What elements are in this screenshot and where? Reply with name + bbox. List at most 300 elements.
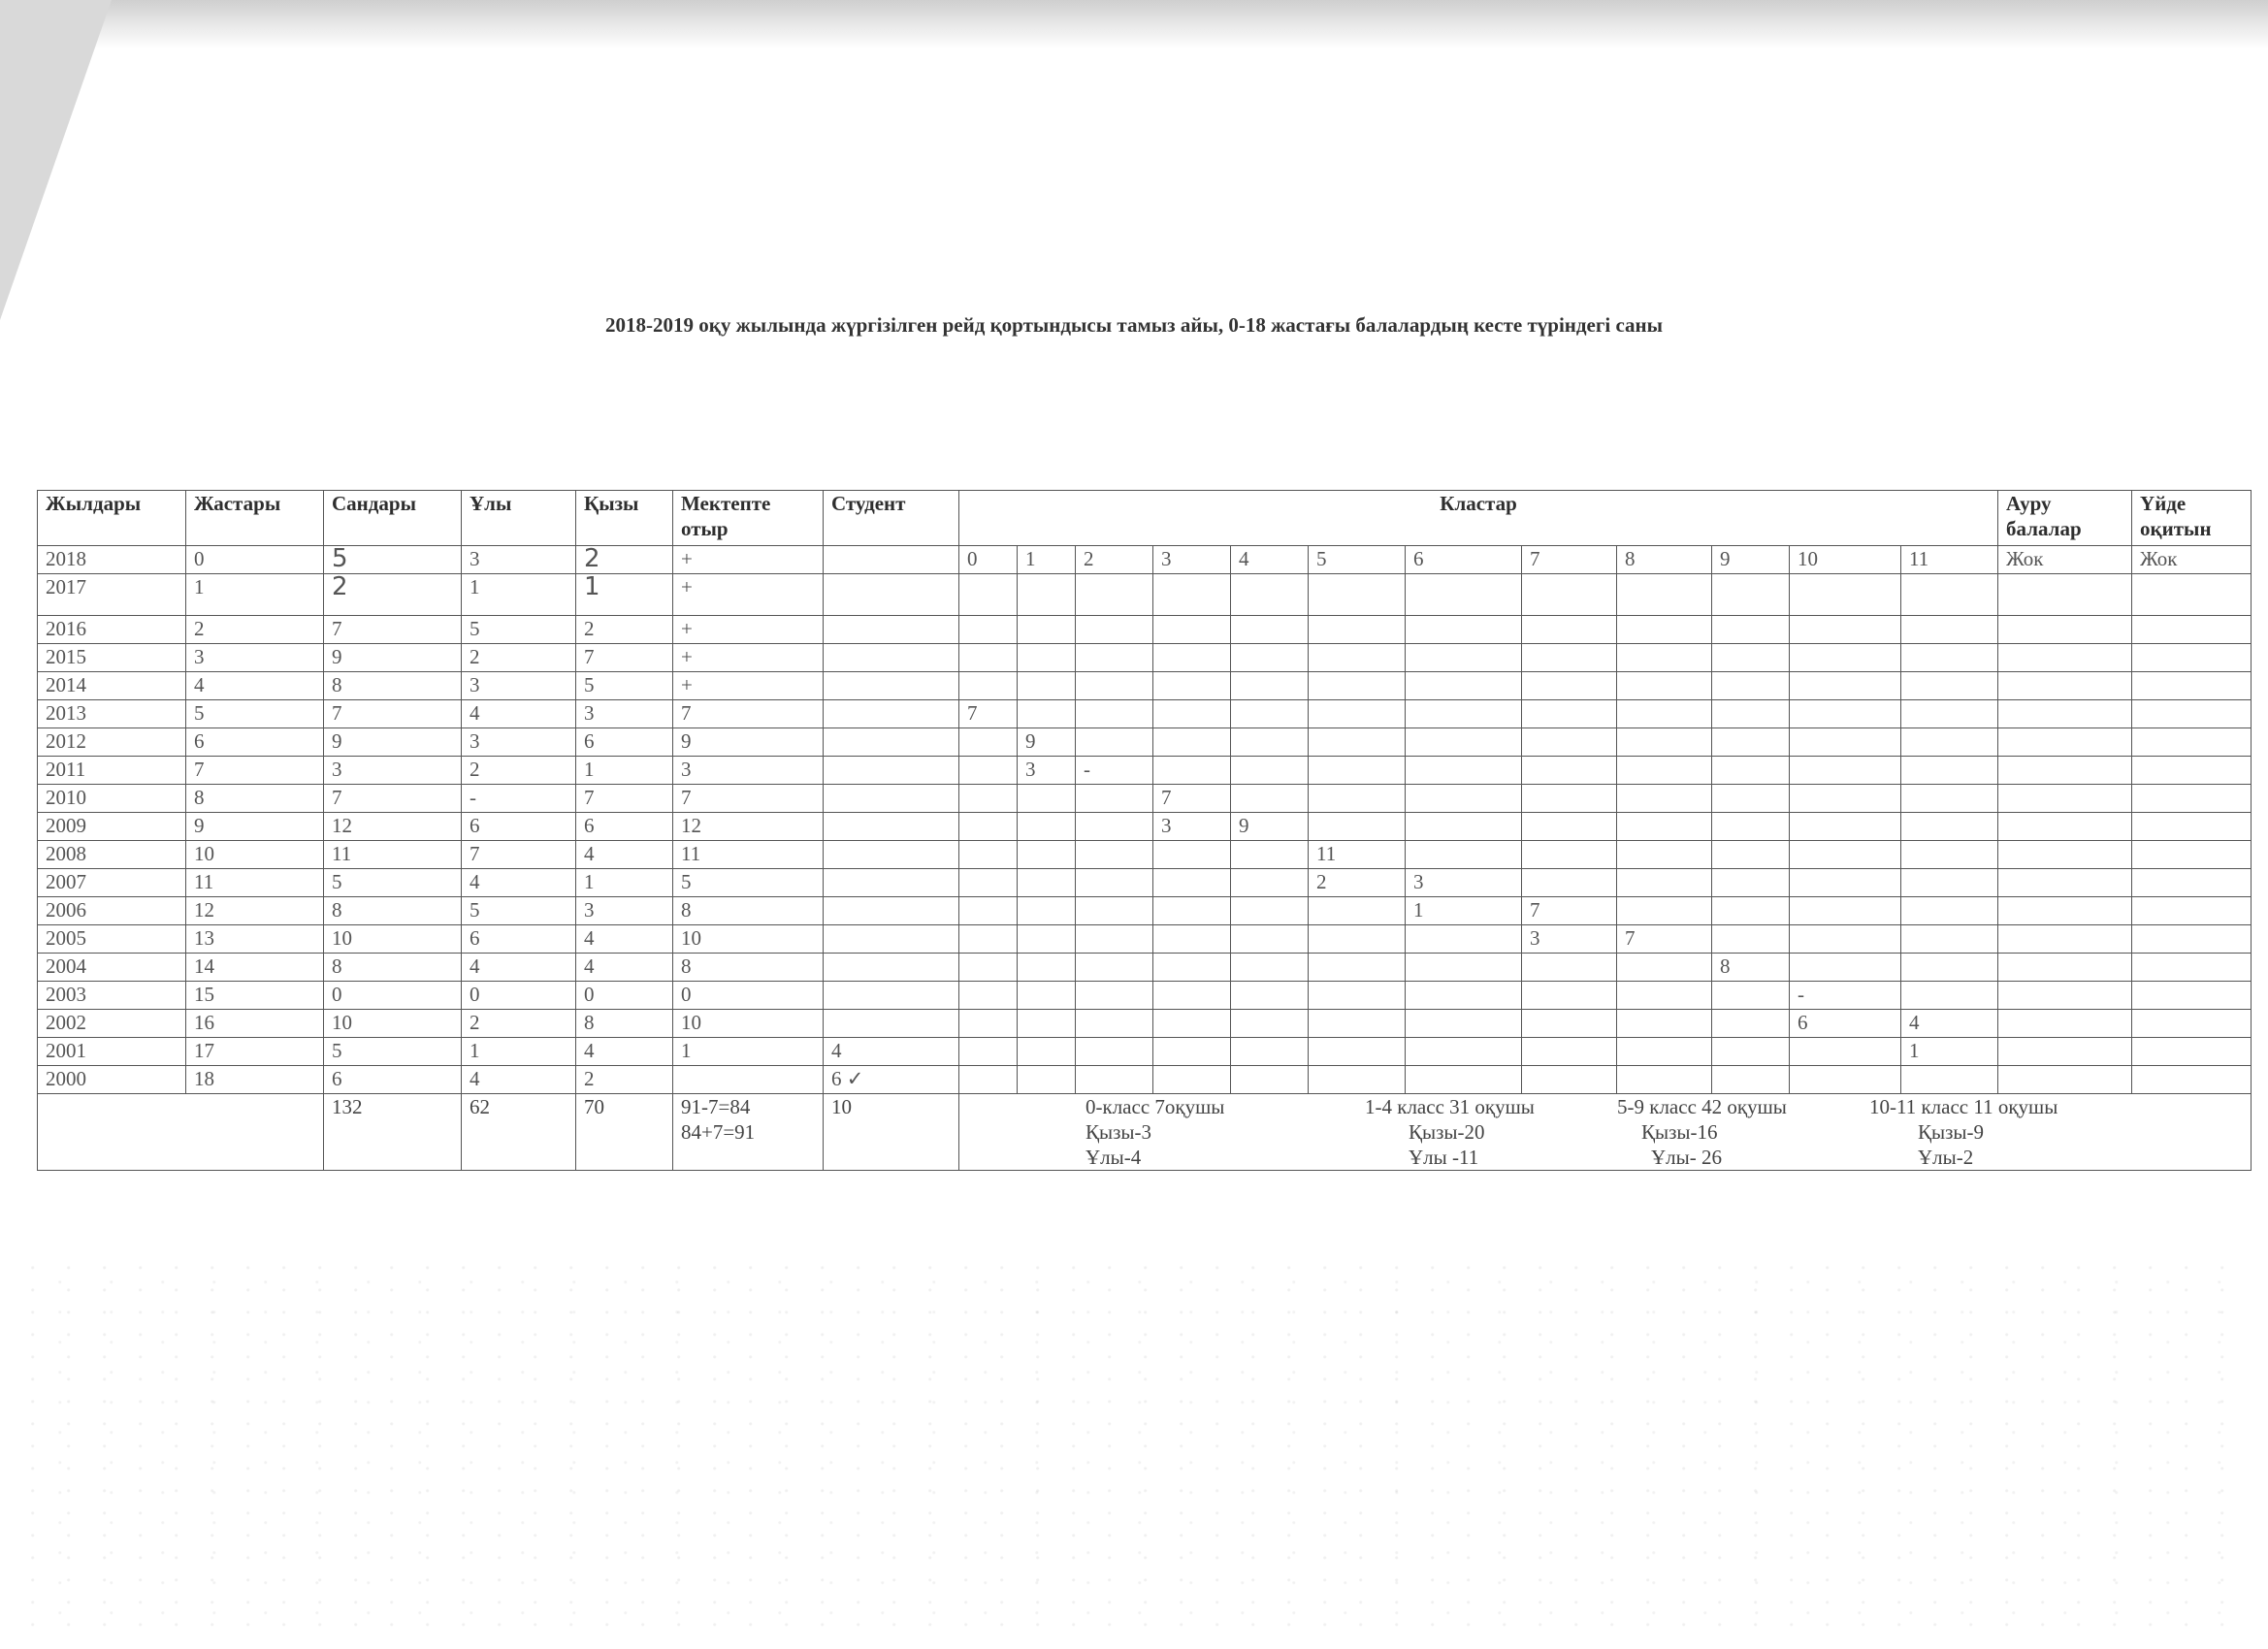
cell-age: 4 [186, 672, 324, 700]
cell-home [2132, 1010, 2252, 1038]
cell-class-11 [1901, 644, 1998, 672]
cell-home: Жок [2132, 546, 2252, 574]
table-row [38, 982, 2252, 1010]
cell-age: 12 [186, 897, 324, 925]
cell-age: 18 [186, 1066, 324, 1094]
table-row [38, 546, 2252, 574]
class-number-8: 8 [1617, 546, 1712, 574]
cell-age: 3 [186, 644, 324, 672]
scan-noise [29, 1261, 2241, 1630]
cell-home [2132, 982, 2252, 1010]
cell-class-4 [1231, 841, 1309, 869]
cell-girls: 4 [576, 925, 673, 954]
cell-home [2132, 644, 2252, 672]
cell-class-6 [1406, 785, 1522, 813]
cell-class-2 [1076, 982, 1153, 1010]
cell-class-2 [1076, 813, 1153, 841]
cell-class-8 [1617, 785, 1712, 813]
cell-class-3 [1153, 1066, 1231, 1094]
cell-home [2132, 574, 2252, 616]
total-school-line1: 91-7=84 [681, 1095, 751, 1118]
cell-class-3 [1153, 1038, 1231, 1066]
cell-class-1: 9 [1018, 728, 1076, 757]
cell-class-9 [1712, 672, 1790, 700]
cell-count: 8 [324, 897, 462, 925]
cell-student [824, 546, 959, 574]
cell-class-10 [1790, 954, 1901, 982]
cell-class-2 [1076, 841, 1153, 869]
cell-boys: 2 [462, 644, 576, 672]
total-boys: 62 [462, 1094, 576, 1171]
cell-age: 6 [186, 728, 324, 757]
cell-girls: 0 [576, 982, 673, 1010]
cell-class-6 [1406, 1038, 1522, 1066]
cell-girls: 4 [576, 954, 673, 982]
cell-student [824, 574, 959, 616]
cell-in-school: 5 [673, 869, 824, 897]
cell-class-8 [1617, 897, 1712, 925]
cell-age: 14 [186, 954, 324, 982]
table-row [38, 616, 2252, 644]
cell-class-0 [959, 757, 1018, 785]
cell-class-4 [1231, 644, 1309, 672]
cell-home [2132, 672, 2252, 700]
cell-class-11: 4 [1901, 1010, 1998, 1038]
cell-class-10 [1790, 757, 1901, 785]
cell-sick [1998, 813, 2132, 841]
cell-class-6 [1406, 925, 1522, 954]
cell-class-10 [1790, 1066, 1901, 1094]
cell-class-11 [1901, 700, 1998, 728]
cell-class-5 [1309, 757, 1406, 785]
cell-sick [1998, 869, 2132, 897]
cell-class-4 [1231, 897, 1309, 925]
cell-year: 2000 [38, 1066, 186, 1094]
cell-in-school [673, 1066, 824, 1094]
total-girls: 70 [576, 1094, 673, 1171]
cell-year: 2005 [38, 925, 186, 954]
cell-class-3 [1153, 672, 1231, 700]
cell-class-6 [1406, 1010, 1522, 1038]
table-row [38, 728, 2252, 757]
cell-class-9 [1712, 1066, 1790, 1094]
cell-class-11 [1901, 897, 1998, 925]
header-boys: Ұлы [462, 491, 576, 546]
cell-girls: 8 [576, 1010, 673, 1038]
summary-g2-girls: Қызы-16 [1641, 1120, 1718, 1144]
cell-class-0 [959, 869, 1018, 897]
cell-in-school: 8 [673, 897, 824, 925]
cell-class-5 [1309, 1010, 1406, 1038]
cell-class-6 [1406, 728, 1522, 757]
cell-home [2132, 757, 2252, 785]
cell-girls: 2 [576, 616, 673, 644]
cell-girls: 4 [576, 1038, 673, 1066]
cell-class-10 [1790, 925, 1901, 954]
cell-count: 6 [324, 1066, 462, 1094]
cell-in-school: 10 [673, 1010, 824, 1038]
cell-class-3 [1153, 869, 1231, 897]
cell-boys: 4 [462, 954, 576, 982]
cell-girls: 2 [576, 1066, 673, 1094]
cell-boys: 1 [462, 1038, 576, 1066]
summary-g1-title: 1-4 класс 31 оқушы [1365, 1095, 1535, 1118]
summary-g0-title: 0-класс 7оқушы [1085, 1095, 1225, 1118]
cell-student [824, 841, 959, 869]
cell-class-1 [1018, 925, 1076, 954]
cell-boys: 5 [462, 897, 576, 925]
cell-class-9 [1712, 757, 1790, 785]
table-row [38, 1010, 2252, 1038]
cell-year: 2003 [38, 982, 186, 1010]
cell-girls: 7 [576, 644, 673, 672]
total-count: 132 [324, 1094, 462, 1171]
cell-class-6 [1406, 672, 1522, 700]
cell-home [2132, 925, 2252, 954]
cell-class-4 [1231, 1038, 1309, 1066]
class-number-9: 9 [1712, 546, 1790, 574]
cell-class-7 [1522, 1038, 1617, 1066]
cell-class-11 [1901, 982, 1998, 1010]
cell-sick [1998, 757, 2132, 785]
cell-student [824, 728, 959, 757]
cell-class-4 [1231, 785, 1309, 813]
table-row [38, 700, 2252, 728]
cell-class-8 [1617, 841, 1712, 869]
cell-count: 7 [324, 700, 462, 728]
cell-class-5 [1309, 897, 1406, 925]
cell-class-7 [1522, 700, 1617, 728]
cell-class-3 [1153, 897, 1231, 925]
cell-class-10 [1790, 785, 1901, 813]
cell-year: 2017 [38, 574, 186, 616]
cell-class-7 [1522, 813, 1617, 841]
cell-in-school: 8 [673, 954, 824, 982]
cell-sick: Жок [1998, 546, 2132, 574]
cell-class-10: - [1790, 982, 1901, 1010]
cell-sick [1998, 1066, 2132, 1094]
cell-class-6 [1406, 700, 1522, 728]
cell-boys: 3 [462, 546, 576, 574]
cell-class-3: 3 [1153, 813, 1231, 841]
cell-in-school: 1 [673, 1038, 824, 1066]
cell-class-1 [1018, 813, 1076, 841]
cell-girls: 5 [576, 672, 673, 700]
cell-class-2 [1076, 728, 1153, 757]
cell-home [2132, 954, 2252, 982]
cell-home [2132, 728, 2252, 757]
cell-boys: 0 [462, 982, 576, 1010]
cell-class-3 [1153, 841, 1231, 869]
cell-in-school: 3 [673, 757, 824, 785]
cell-class-0 [959, 644, 1018, 672]
cell-in-school: 9 [673, 728, 824, 757]
header-student: Студент [824, 491, 959, 546]
cell-class-8 [1617, 616, 1712, 644]
cell-year: 2015 [38, 644, 186, 672]
cell-class-3 [1153, 925, 1231, 954]
summary-g1-girls: Қызы-20 [1409, 1120, 1485, 1144]
cell-class-9 [1712, 574, 1790, 616]
cell-student [824, 644, 959, 672]
cell-class-11 [1901, 574, 1998, 616]
cell-count: 9 [324, 644, 462, 672]
cell-home [2132, 700, 2252, 728]
table-row [38, 785, 2252, 813]
cell-class-4 [1231, 616, 1309, 644]
cell-class-5: 2 [1309, 869, 1406, 897]
cell-class-4 [1231, 1010, 1309, 1038]
cell-class-3 [1153, 644, 1231, 672]
class-number-4: 4 [1231, 546, 1309, 574]
cell-class-5 [1309, 813, 1406, 841]
class-number-10: 10 [1790, 546, 1901, 574]
cell-class-8 [1617, 1010, 1712, 1038]
cell-class-6 [1406, 616, 1522, 644]
cell-class-2 [1076, 1066, 1153, 1094]
cell-class-2 [1076, 1010, 1153, 1038]
cell-count: 12 [324, 813, 462, 841]
cell-class-2 [1076, 644, 1153, 672]
cell-class-1 [1018, 954, 1076, 982]
cell-class-2 [1076, 954, 1153, 982]
cell-class-5 [1309, 672, 1406, 700]
cell-sick [1998, 700, 2132, 728]
cell-class-6: 3 [1406, 869, 1522, 897]
header-row [38, 491, 2252, 546]
cell-class-1 [1018, 644, 1076, 672]
header-in-school: Мектепте отыр [673, 491, 824, 546]
cell-class-1 [1018, 982, 1076, 1010]
cell-class-6 [1406, 1066, 1522, 1094]
cell-student [824, 616, 959, 644]
cell-class-4 [1231, 574, 1309, 616]
cell-class-5 [1309, 574, 1406, 616]
header-sick: Ауру балалар [1998, 491, 2132, 546]
cell-class-2 [1076, 672, 1153, 700]
cell-age: 9 [186, 813, 324, 841]
cell-class-10 [1790, 813, 1901, 841]
cell-sick [1998, 925, 2132, 954]
summary-g3-girls: Қызы-9 [1918, 1120, 1985, 1144]
cell-class-7: 3 [1522, 925, 1617, 954]
summary-g0-boys: Ұлы-4 [1085, 1146, 1142, 1169]
cell-class-9 [1712, 1038, 1790, 1066]
cell-sick [1998, 574, 2132, 616]
cell-student [824, 954, 959, 982]
cell-class-3 [1153, 982, 1231, 1010]
cell-class-8 [1617, 574, 1712, 616]
cell-sick [1998, 954, 2132, 982]
cell-sick [1998, 616, 2132, 644]
cell-count: 3 [324, 757, 462, 785]
header-count: Сандары [324, 491, 462, 546]
cell-class-6 [1406, 982, 1522, 1010]
cell-class-3: 7 [1153, 785, 1231, 813]
cell-class-0 [959, 728, 1018, 757]
cell-class-2 [1076, 616, 1153, 644]
class-number-0: 0 [959, 546, 1018, 574]
cell-class-0 [959, 925, 1018, 954]
cell-girls: 3 [576, 897, 673, 925]
class-number-3: 3 [1153, 546, 1231, 574]
cell-count: 7 [324, 616, 462, 644]
cell-in-school: + [673, 546, 824, 574]
cell-home [2132, 897, 2252, 925]
cell-student [824, 757, 959, 785]
table-row [38, 954, 2252, 982]
cell-class-1 [1018, 616, 1076, 644]
cell-class-4 [1231, 672, 1309, 700]
cell-class-3 [1153, 616, 1231, 644]
cell-class-0 [959, 841, 1018, 869]
header-ages: Жастары [186, 491, 324, 546]
document-title: 2018-2019 оқу жылында жүргізілген рейд қортындысы тамыз айы, 0-18 жастағы балалардың кесте түріндегі саны [604, 313, 1664, 337]
cell-class-11 [1901, 728, 1998, 757]
cell-class-2 [1076, 1038, 1153, 1066]
cell-class-7 [1522, 982, 1617, 1010]
cell-class-6 [1406, 644, 1522, 672]
cell-class-6: 1 [1406, 897, 1522, 925]
cell-student [824, 1010, 959, 1038]
cell-girls: 6 [576, 728, 673, 757]
cell-boys: 5 [462, 616, 576, 644]
cell-girls: 2 [576, 546, 673, 574]
cell-year: 2012 [38, 728, 186, 757]
cell-home [2132, 813, 2252, 841]
cell-count: 8 [324, 954, 462, 982]
cell-student [824, 785, 959, 813]
cell-class-0 [959, 785, 1018, 813]
cell-class-5 [1309, 644, 1406, 672]
cell-boys: 4 [462, 700, 576, 728]
cell-class-10: 6 [1790, 1010, 1901, 1038]
cell-class-6 [1406, 757, 1522, 785]
cell-class-0 [959, 982, 1018, 1010]
cell-class-6 [1406, 813, 1522, 841]
cell-student [824, 700, 959, 728]
cell-class-1 [1018, 574, 1076, 616]
cell-class-8 [1617, 954, 1712, 982]
cell-class-9 [1712, 813, 1790, 841]
cell-girls: 1 [576, 574, 673, 616]
cell-class-1 [1018, 672, 1076, 700]
cell-class-9: 8 [1712, 954, 1790, 982]
summary-g3-boys: Ұлы-2 [1918, 1146, 1974, 1169]
cell-year: 2007 [38, 869, 186, 897]
cell-class-8 [1617, 1038, 1712, 1066]
cell-class-8 [1617, 757, 1712, 785]
cell-girls: 4 [576, 841, 673, 869]
cell-age: 13 [186, 925, 324, 954]
cell-class-4 [1231, 728, 1309, 757]
cell-class-9 [1712, 1010, 1790, 1038]
cell-class-5 [1309, 616, 1406, 644]
cell-class-1 [1018, 700, 1076, 728]
cell-age: 16 [186, 1010, 324, 1038]
cell-class-8 [1617, 644, 1712, 672]
cell-class-10 [1790, 644, 1901, 672]
cell-class-2 [1076, 785, 1153, 813]
cell-class-7 [1522, 757, 1617, 785]
cell-class-8: 7 [1617, 925, 1712, 954]
cell-class-11 [1901, 954, 1998, 982]
cell-home [2132, 785, 2252, 813]
cell-class-0 [959, 616, 1018, 644]
cell-year: 2018 [38, 546, 186, 574]
cell-class-2 [1076, 700, 1153, 728]
cell-boys: 4 [462, 1066, 576, 1094]
cell-in-school: 7 [673, 785, 824, 813]
header-home: Үйде оқитын [2132, 491, 2252, 546]
cell-count: 0 [324, 982, 462, 1010]
cell-age: 5 [186, 700, 324, 728]
cell-class-8 [1617, 672, 1712, 700]
cell-class-10 [1790, 616, 1901, 644]
cell-class-9 [1712, 644, 1790, 672]
cell-class-0 [959, 1066, 1018, 1094]
cell-class-7 [1522, 644, 1617, 672]
cell-class-1 [1018, 1066, 1076, 1094]
cell-home [2132, 1066, 2252, 1094]
cell-class-7 [1522, 954, 1617, 982]
class-number-2: 2 [1076, 546, 1153, 574]
cell-class-2 [1076, 925, 1153, 954]
cell-class-8 [1617, 728, 1712, 757]
cell-age: 17 [186, 1038, 324, 1066]
cell-class-1 [1018, 869, 1076, 897]
cell-age: 7 [186, 757, 324, 785]
cell-class-5 [1309, 1038, 1406, 1066]
page-fold [0, 0, 112, 320]
cell-class-2 [1076, 869, 1153, 897]
cell-class-10 [1790, 700, 1901, 728]
cell-class-3 [1153, 728, 1231, 757]
cell-class-9 [1712, 841, 1790, 869]
cell-boys: 3 [462, 728, 576, 757]
cell-age: 10 [186, 841, 324, 869]
totals-empty [38, 1094, 324, 1171]
cell-class-9 [1712, 785, 1790, 813]
cell-class-4 [1231, 757, 1309, 785]
cell-count: 5 [324, 546, 462, 574]
cell-class-5 [1309, 1066, 1406, 1094]
cell-age: 0 [186, 546, 324, 574]
cell-year: 2010 [38, 785, 186, 813]
total-school-line2: 84+7=91 [681, 1120, 756, 1144]
cell-sick [1998, 785, 2132, 813]
cell-class-7 [1522, 1010, 1617, 1038]
cell-class-7 [1522, 672, 1617, 700]
cell-class-10 [1790, 728, 1901, 757]
cell-class-10 [1790, 841, 1901, 869]
cell-home [2132, 1038, 2252, 1066]
cell-in-school: 11 [673, 841, 824, 869]
cell-class-9 [1712, 982, 1790, 1010]
summary-g2-title: 5-9 класс 42 оқушы [1617, 1095, 1787, 1118]
cell-class-11: 1 [1901, 1038, 1998, 1066]
cell-sick [1998, 728, 2132, 757]
cell-boys: 6 [462, 925, 576, 954]
cell-class-5 [1309, 785, 1406, 813]
cell-home [2132, 869, 2252, 897]
cell-class-5 [1309, 728, 1406, 757]
class-summary [959, 1094, 2252, 1171]
cell-class-7: 7 [1522, 897, 1617, 925]
cell-class-0 [959, 954, 1018, 982]
cell-class-10 [1790, 1038, 1901, 1066]
cell-year: 2011 [38, 757, 186, 785]
